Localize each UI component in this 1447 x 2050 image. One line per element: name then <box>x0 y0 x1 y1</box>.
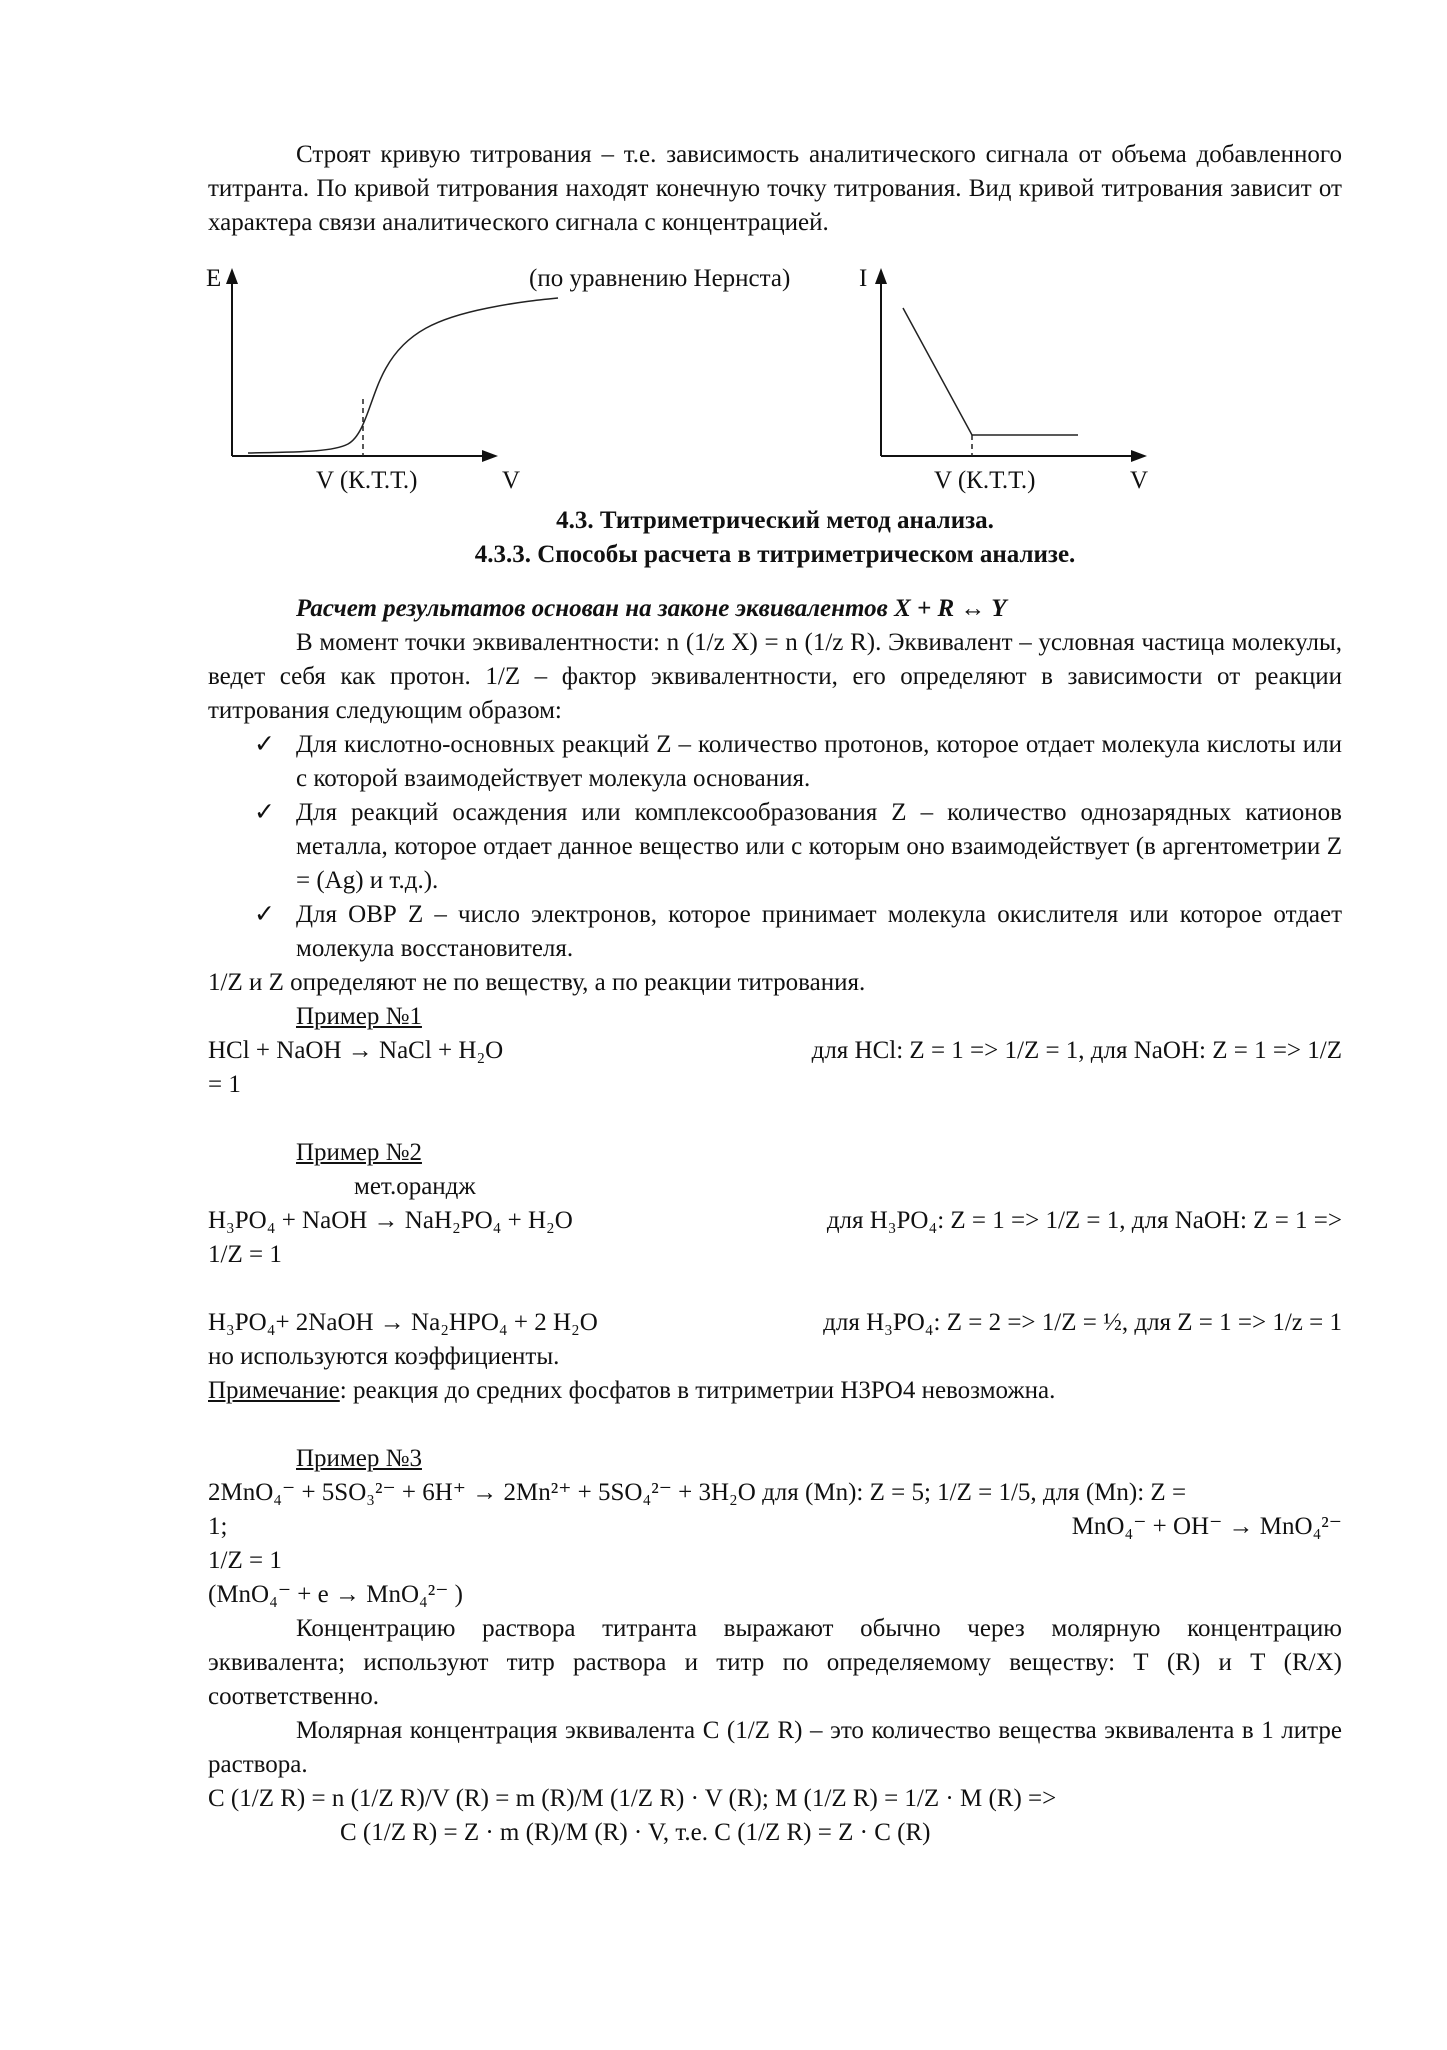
subsection-heading: 4.3.3. Способы расчета в титриметрическом анализе. <box>474 541 1076 568</box>
formula-line1: С (1/Z R) = n (1/Z R)/V (R) = m (R)/M (1/Z R) · V (R); M (1/Z R) = 1/Z · M (R) => <box>208 1785 1057 1812</box>
note-label: Примечание <box>208 1377 340 1404</box>
example2-note <box>208 1374 1342 1408</box>
z-note: 1/Z и Z определяют не по веществу, а по реакции титрования. <box>208 969 866 996</box>
left-s-curve <box>248 298 558 453</box>
example2-calc1: для H₃PO₄: Z = 1 => 1/Z = 1, для NaOH: Z = 1 => <box>826 1207 1342 1234</box>
right-x-arrow <box>1131 450 1147 462</box>
right-y-label: I <box>859 265 868 292</box>
example2-calc2-cont: но используются коэффициенты. <box>208 1343 560 1370</box>
list-item-text: Для кислотно-основных реакций Z – количество протонов, которое отдает молекула кислоты или с которой взаимодействует молекула основания. <box>296 731 1342 792</box>
example1-calc: для HCl: Z = 1 => 1/Z = 1, для NaOH: Z = 1 => 1/Z <box>811 1037 1342 1064</box>
example2-title: Пример №2 <box>296 1139 422 1166</box>
example2-row1 <box>208 1204 1342 1238</box>
checkmark-icon: ✓ <box>254 731 275 758</box>
example1-calc-cont: = 1 <box>208 1071 241 1098</box>
list-item <box>208 796 1342 898</box>
example3-line2-left: 1; <box>208 1513 228 1540</box>
list-item <box>208 898 1342 966</box>
left-curve-graph <box>226 268 558 462</box>
example3-line4: (MnO₄⁻ + e → MnO₄²⁻ ) <box>208 1581 463 1608</box>
example3-line3: 1/Z = 1 <box>208 1547 282 1574</box>
right-curve-graph <box>875 268 1147 462</box>
molar-paragraph: Молярная концентрация эквивалента С (1/Z R) – это количество вещества эквивалента в 1 литре раствора. <box>208 1717 1342 1778</box>
right-x-point-label: V (К.Т.Т.) <box>934 467 1036 494</box>
example1-reaction: HCl + NaOH → NaCl + H₂O <box>208 1037 504 1064</box>
example3-reaction1: 2MnO₄⁻ + 5SO₃²⁻ + 6H⁺ → 2Mn²⁺ + 5SO₄²⁻ + 3H₂O для (Mn): Z = 5; 1/Z = 1/5, для (Mn): Z = <box>208 1479 1187 1506</box>
formula-line2: С (1/Z R) = Z · m (R)/M (R) · V, т.е. С (1/Z R) = Z · C (R) <box>340 1819 931 1846</box>
example3-title: Пример №3 <box>296 1445 422 1472</box>
left-y-label: E <box>206 265 222 292</box>
example2-row2 <box>208 1306 1342 1340</box>
example2-reaction1: H₃PO₄ + NaOH → NaH₂PO₄ + H₂O <box>208 1207 573 1234</box>
example3-row2 <box>208 1510 1342 1544</box>
titration-curves <box>208 266 1342 498</box>
checkmark-icon: ✓ <box>254 901 275 928</box>
left-x-axis-label: V <box>502 467 521 494</box>
left-x-arrow <box>482 450 498 462</box>
intro-paragraph: Строят кривую титрования – т.е. зависимость аналитического сигнала от объема добавленного титранта. По кривой титрования находят конечную точку титрования. Вид кривой титрования зависит от характера связи аналитического сигнала с концентрацией. <box>208 141 1342 236</box>
equivalence-paragraph: В момент точки эквивалентности: n (1/z X) = n (1/z R). Эквивалент – условная частица молекулы, ведет себя как протон. 1/Z – фактор эквивалентности, его определяют в зависимости от реакции титрования следующим образом: <box>208 629 1342 724</box>
left-x-point-label: V (К.Т.Т.) <box>316 467 418 494</box>
note-text: : реакция до средних фосфатов в титриметрии H3PO4 невозможна. <box>339 1377 1056 1404</box>
example2-calc1-cont: 1/Z = 1 <box>208 1241 282 1268</box>
list-item-text: Для реакций осаждения или комплексообразования Z – количество однозарядных катионов металла, которое отдает данное вещество или с которым оно взаимодействует (в аргентометрии Z = (Ag) и т.д.). <box>296 799 1342 894</box>
example2-indicator: мет.орандж <box>354 1173 476 1200</box>
right-x-axis-label: V <box>1130 467 1149 494</box>
checkmark-icon: ✓ <box>254 799 275 826</box>
example1-row <box>208 1034 1342 1068</box>
example2-reaction2: H₃PO₄+ 2NaOH → Na₂HPO₄ + 2 H₂O <box>208 1309 598 1336</box>
right-y-arrow <box>875 268 887 284</box>
law-of-equivalents: Расчет результатов основан на законе эквивалентов X + R ↔ Y <box>296 595 1007 622</box>
right-broken-line <box>903 308 1078 435</box>
example3-line2-right: MnO₄⁻ + OH⁻ → MnO₄²⁻ <box>1071 1513 1342 1540</box>
z-rules-list <box>208 728 1342 966</box>
document-page <box>208 138 1342 1850</box>
section-heading: 4.3. Титриметрический метод анализа. <box>556 507 994 534</box>
list-item <box>208 728 1342 796</box>
example1-title: Пример №1 <box>296 1003 422 1030</box>
left-y-arrow <box>226 268 238 284</box>
example2-calc2: для H₃PO₄: Z = 2 => 1/Z = ½, для Z = 1 => 1/z = 1 <box>823 1309 1342 1336</box>
nernst-note: (по уравнению Нернста) <box>529 265 791 292</box>
list-item-text: Для ОВР Z – число электронов, которое принимает молекула окислителя или которое отдает молекула восстановителя. <box>296 901 1342 962</box>
concentration-paragraph: Концентрацию раствора титранта выражают обычно через молярную концентрацию эквивалента; используют титр раствора и титр по определяемому веществу: Т (R) и Т (R/X) соответственно. <box>208 1615 1342 1710</box>
